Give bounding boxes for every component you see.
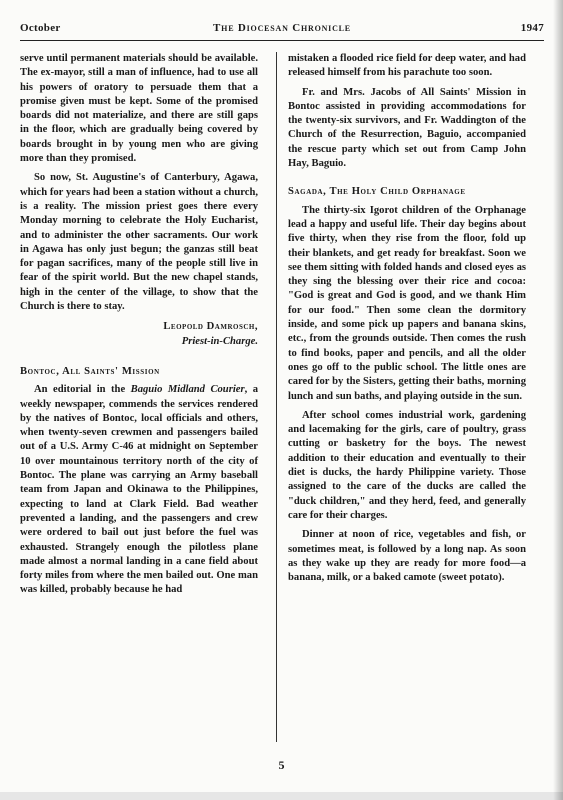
header-year: 1947 <box>520 22 544 34</box>
right-paragraph-1: mistaken a flooded rice field for deep water, and had released himself from his parachute too soon. <box>288 53 526 79</box>
right-paragraph-4: After school comes industrial work, gardening and lacemaking for the girls, care of poultry, grass cutting or basketry for the boys. The newest addition to their education and eventually to their diet is ducks, the hardy Philippine variety. Those assigned to the care of the ducks are called the "duck children," and they herd, feed, and generally care for their charges. <box>288 409 526 521</box>
right-paragraph-5: Dinner at noon of rice, vegetables and fish, or sometimes meat, is followed by a long nap. As soon as they wake up they are ready for more food—a banana, milk, or a baked camote (sweet potato). <box>288 529 526 584</box>
signature-name: Leopold Damrosch, <box>163 321 258 333</box>
left-column <box>20 52 258 603</box>
right-paragraph-3: The thirty-six Igorot children of the Orphanage lead a happy and useful life. Their day begins about five thirty, when they rise from the floor, fold up their blankets, and get ready for breakfast. Soon we see them sitting with folded hands and closed eyes as they sing the blessing over their rice and cocoa: "God is great and God is good, and we thank Him for our food." Then some clean the dormitory inside, and some pick up papers and banana skins, etc., from the grounds outside. Then comes the rush to find books, paper and pencils, and all the older ones go off to the public school. The little ones are cared for by the Sisters, getting their baths, morning lunch and sun baths, and playing outside in the sun. <box>288 204 526 402</box>
scan-edge-shadow <box>553 0 563 800</box>
column-divider <box>276 52 277 742</box>
left-paragraph-1: serve until permanent materials should be available. The ex-mayor, still a man of influence, had to use all his powers of oratory to persuade them that a promise given must be kept. Some of the promised boards did not materialize, and there are still gaps in the floor, which are gradually being covered by boards brought in by young men who are giving more than they promised. <box>20 53 258 165</box>
page-number: 5 <box>278 758 285 772</box>
header-rule <box>20 40 544 41</box>
left-paragraph-3 <box>20 383 258 597</box>
signature-title: Priest-in-Charge. <box>181 335 258 347</box>
header-title: The Diocesan Chronicle <box>213 22 351 34</box>
header-month: October <box>20 22 61 34</box>
left-paragraph-2: So now, St. Augustine's of Canterbury, Agawa, which for years had been a station without a church, is a reality. The mission priest goes there every Monday morning to celebrate the Holy Eucharist, and to administer the other sacraments. Our work in Agawa has only just begun; the ganzas still beat for pagan sacrifices, many of the people still live in fear of the spirit world. But the new chapel stands, high in the center of the village, to show that the Church is there to stay. <box>20 172 258 313</box>
right-column <box>288 52 526 590</box>
paragraph-text-b: , a weekly newspaper, commends the services rendered by the natives of Bontoc, local officials and others, when twenty-seven crewmen and passengers bailed out of a U.S. Army C-46 at midnight on September 10 over mountainous territory north of the city of Bontoc. The plane was carrying an Army baseball team from Japan and Okinawa to the Philippines, expecting to land at Clark Field. Bad weather prevented a landing, and the passengers and crew were ordered to bail out just before the fuel was exhausted. Strangely enough the pilotless plane made almost a normal landing in a cane field about forty miles from where the men bailed out. One man was killed, probably because he had <box>20 384 259 596</box>
section-heading-bontoc: Bontoc, All Saints' Mission <box>20 365 160 377</box>
section-heading-sagada: Sagada, The Holy Child Orphanage <box>288 186 466 198</box>
newspaper-title: Baguio Midland Courier <box>130 384 245 396</box>
scan-bottom-edge <box>0 792 563 800</box>
paragraph-text-a: An editorial in the <box>34 384 131 396</box>
right-paragraph-2: Fr. and Mrs. Jacobs of All Saints' Mission in Bontoc assisted in providing accommodations for the twenty-six survivors, and Fr. Waddington of the Church of the Resurrection, Baguio, accompanied the rescue party which set out from Camp John Hay, Baguio. <box>288 86 526 170</box>
